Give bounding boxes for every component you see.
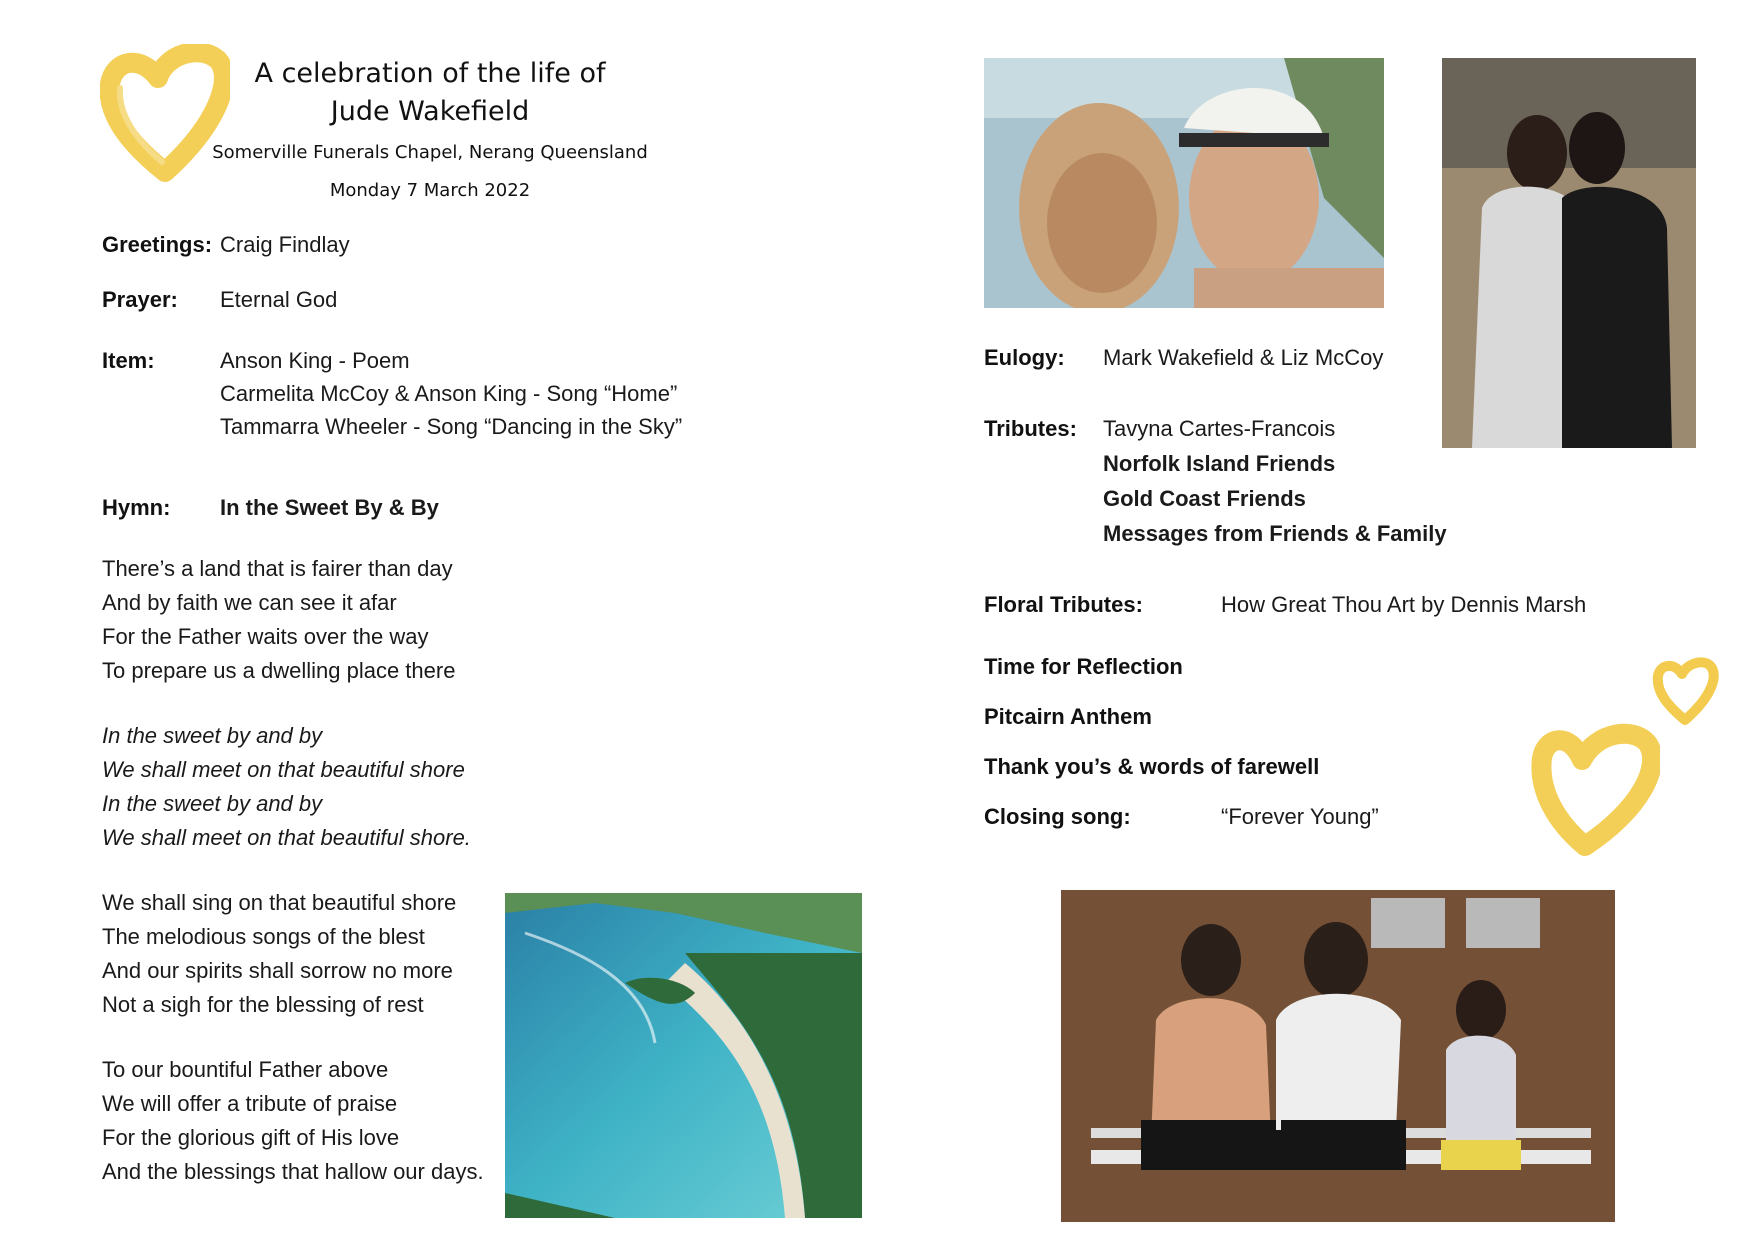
item-label: Item: [102,348,155,373]
lyric-line: And by faith we can see it afar [102,590,397,615]
floral-tributes-value: How Great Thou Art by Dennis Marsh [1221,592,1587,617]
tribute-line: Gold Coast Friends [1103,486,1306,511]
lyric-line: To prepare us a dwelling place there [102,658,456,683]
lyric-line: We shall meet on that beautiful shore [102,757,465,782]
item-line: Anson King - Poem [220,348,410,373]
hymn-verse-2 [102,886,456,1022]
photo-couple-selfie [984,58,1384,308]
lyric-line: The melodious songs of the blest [102,924,425,949]
tribute-line: Messages from Friends & Family [1103,521,1447,546]
lyric-line: And our spirits shall sorrow no more [102,958,453,983]
hymn-chorus [102,719,471,855]
lyric-line: And the blessings that hallow our days. [102,1159,484,1184]
heart-icon [100,44,230,184]
photo-coastline-aerial [505,893,862,1218]
service-date: Monday 7 March 2022 [329,180,531,201]
prayer-value: Eternal God [220,287,338,312]
lyric-line: We shall sing on that beautiful shore [102,890,457,915]
hymn-label: Hymn: [102,495,171,520]
closing-song-label: Closing song: [984,804,1131,829]
lyric-line: To our bountiful Father above [102,1057,389,1082]
heart-icon [1530,718,1660,858]
lyric-line: In the sweet by and by [102,723,323,748]
tribute-line: Tavyna Cartes-Francois [1103,416,1336,441]
floral-tributes-label: Floral Tributes: [984,592,1143,617]
lyric-line: We shall meet on that beautiful shore. [102,825,471,850]
prayer-label: Prayer: [102,287,178,312]
eulogy-value: Mark Wakefield & Liz McCoy [1103,345,1384,370]
closing-song-value: “Forever Young” [1221,804,1379,829]
greetings-label: Greetings: [102,232,213,257]
title-line-1: A celebration of the life of [254,58,606,89]
photo-three-on-bench [1061,890,1615,1222]
hymn-verse-1 [102,552,455,688]
tributes-label: Tributes: [984,416,1077,441]
lyric-line: For the Father waits over the way [102,624,429,649]
lyric-line: We will offer a tribute of praise [102,1091,398,1116]
greetings-value: Craig Findlay [220,232,350,257]
time-for-reflection: Time for Reflection [984,654,1183,679]
tribute-line: Norfolk Island Friends [1103,451,1336,476]
lyric-line: Not a sigh for the blessing of rest [102,992,424,1017]
title-line-2: Jude Wakefield [330,96,530,127]
photo-couple-standing [1442,58,1696,448]
heart-icon [1650,656,1720,728]
venue: Somerville Funerals Chapel, Nerang Queensland [212,142,648,163]
hymn-title: In the Sweet By & By [220,495,439,520]
farewell-words: Thank you’s & words of farewell [984,754,1320,779]
lyric-line: In the sweet by and by [102,791,323,816]
lyric-line: For the glorious gift of His love [102,1125,400,1150]
pitcairn-anthem: Pitcairn Anthem [984,704,1152,729]
item-line: Tammarra Wheeler - Song “Dancing in the Sky” [220,414,683,439]
item-line: Carmelita McCoy & Anson King - Song “Home” [220,381,678,406]
hymn-verse-3 [102,1053,484,1189]
eulogy-label: Eulogy: [984,345,1065,370]
lyric-line: There’s a land that is fairer than day [102,556,453,581]
